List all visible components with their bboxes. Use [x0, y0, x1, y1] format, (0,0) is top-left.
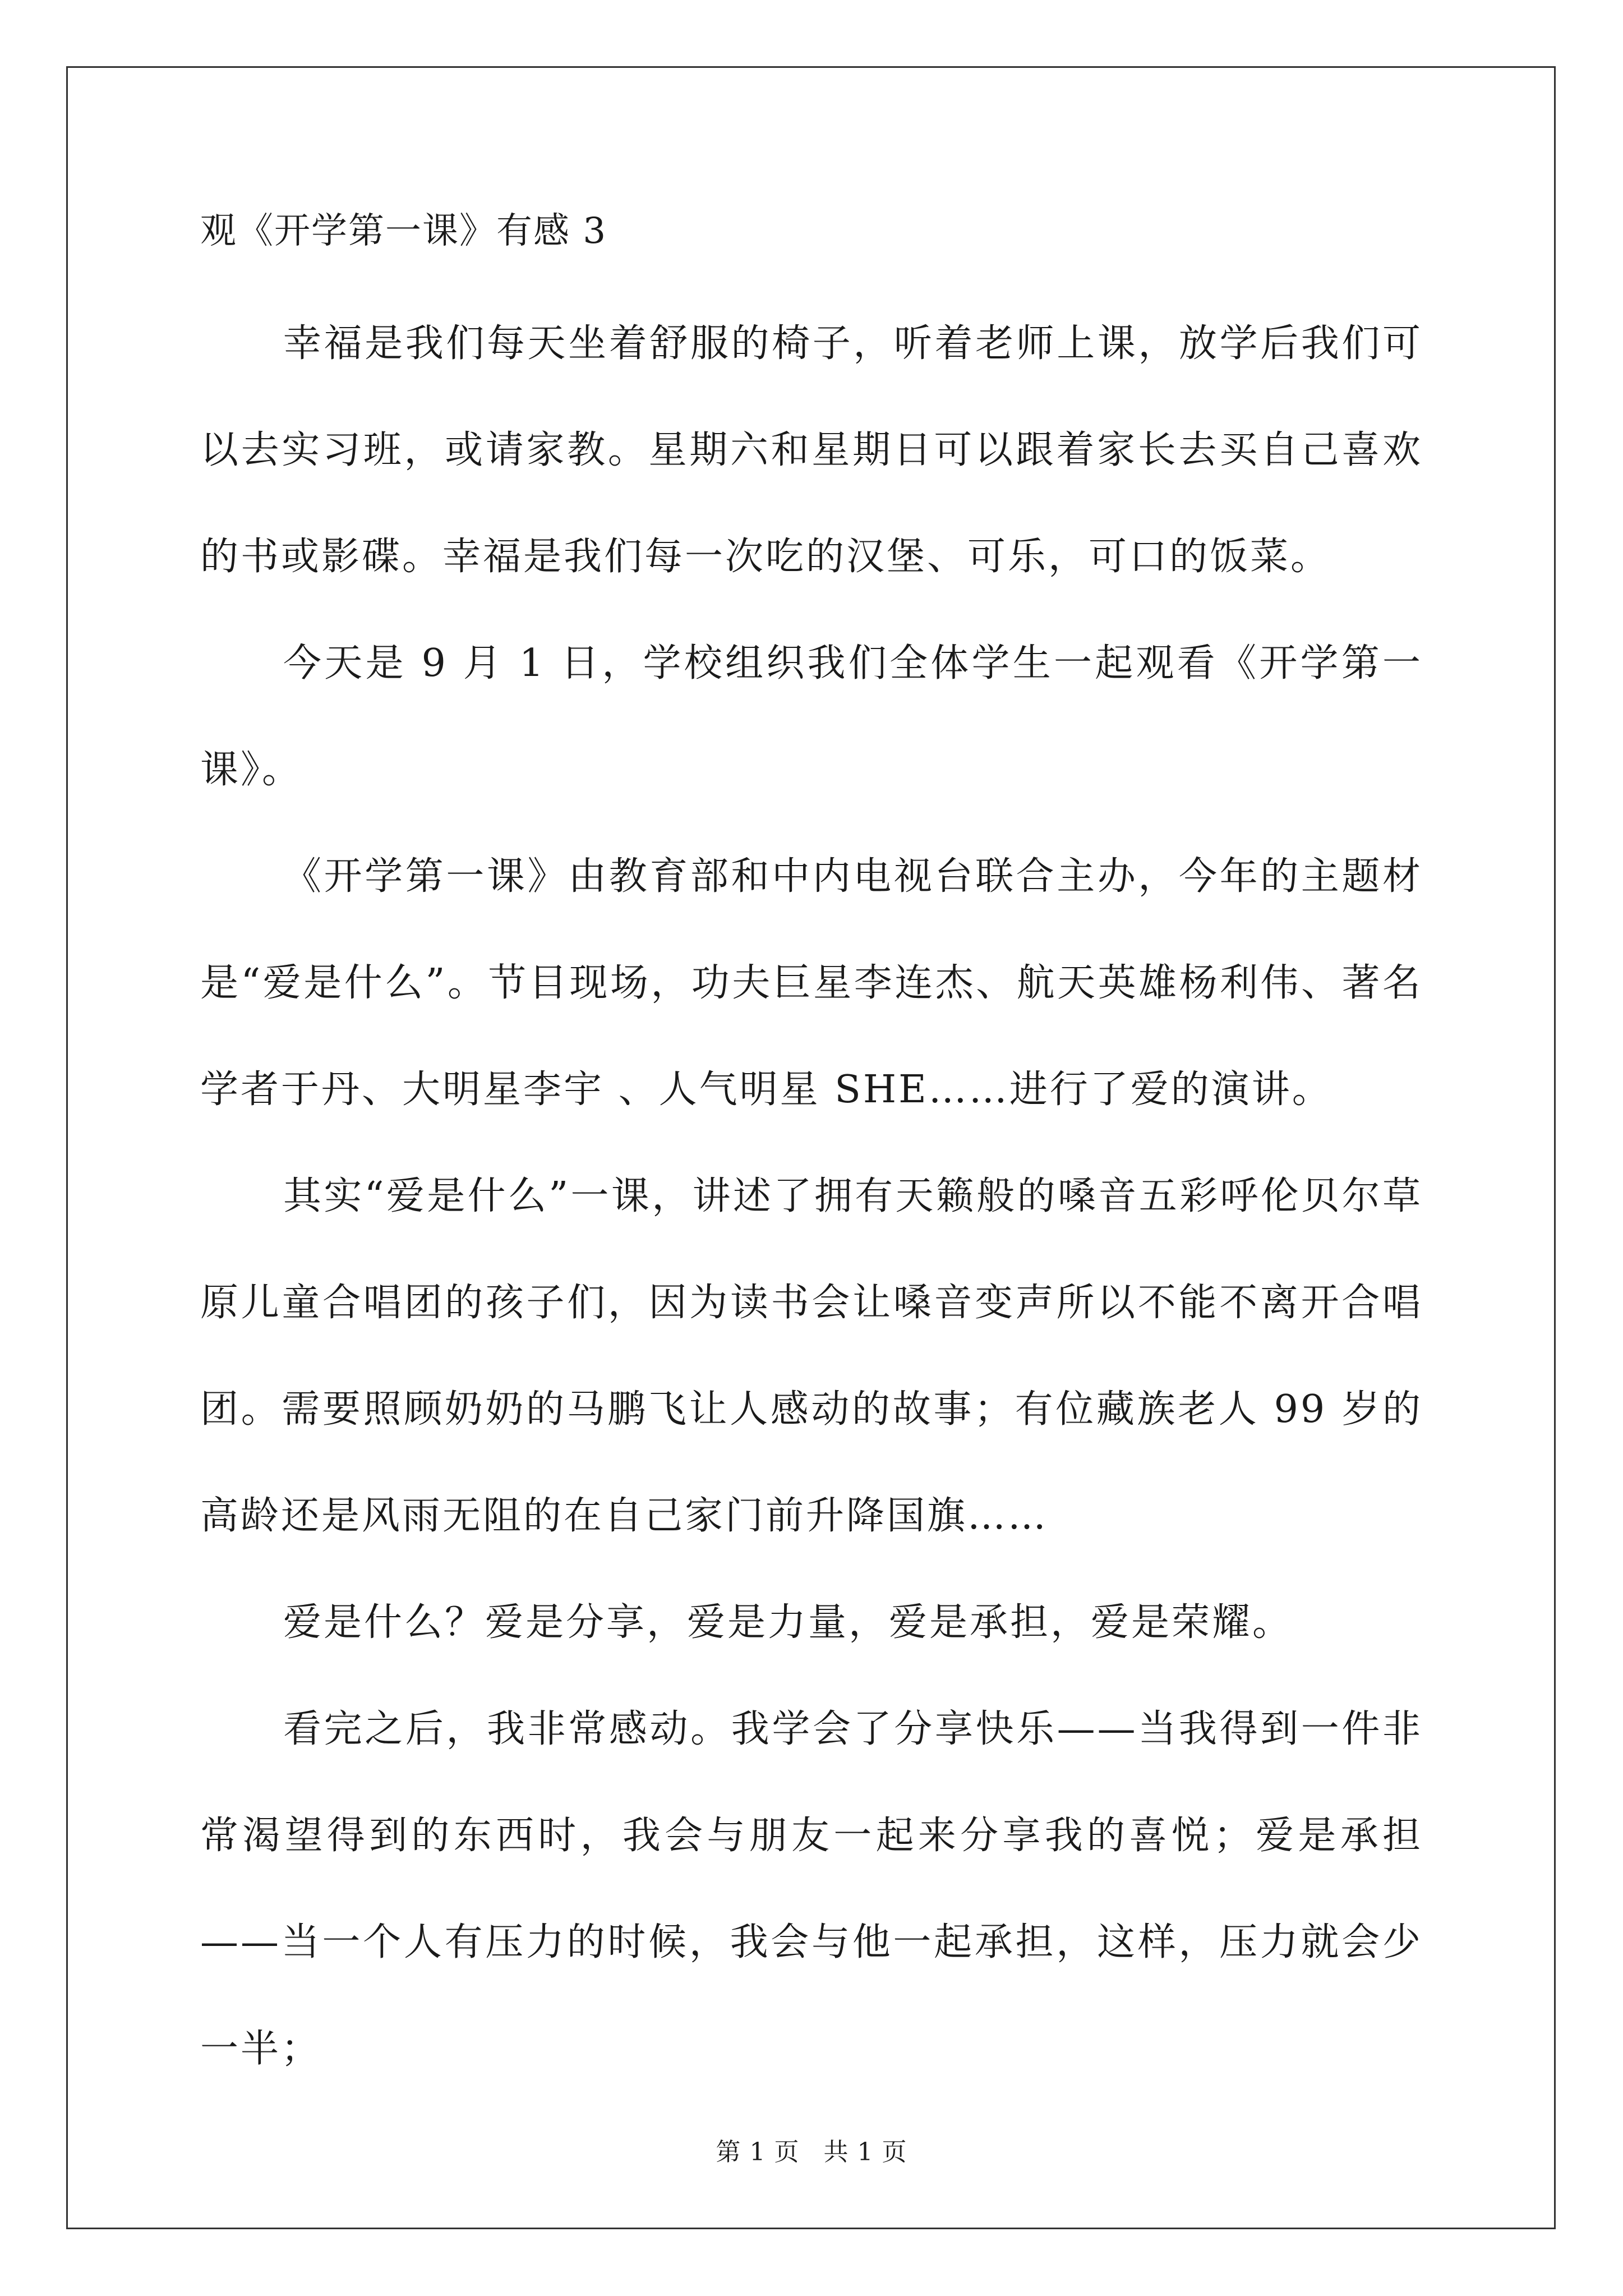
paragraph: 爱是什么？爱是分享，爱是力量，爱是承担，爱是荣耀。	[283, 1600, 1293, 1645]
paragraph: 看完之后，我非常感动。我学会了分享快乐——当我得到一件非常渴望得到的东西时，我会与朋友一起来分享我的喜悦；爱是承担——当一个人有压力的时候，我会与他一起承担，这样，压力就会少一半；	[200, 1707, 1423, 2071]
paragraph: 其实“爱是什么”一课，讲述了拥有天籁般的嗓音五彩呼伦贝尔草原儿童合唱团的孩子们，因为读书会让嗓音变声所以不能不离开合唱团。需要照顾奶奶的马鹏飞让人感动的故事；有位藏族老人 99 岁的高龄还是风雨无阻的在自己家门前升降国旗……	[200, 1174, 1423, 1538]
page-number: 第 1 页	[716, 2138, 800, 2166]
paragraph: 《开学第一课》由教育部和中内电视台联合主办，今年的主题材是“爱是什么”。节目现场，功夫巨星李连杰、航天英雄杨利伟、著名学者于丹、大明星李宇 、人气明星 SHE……进行了爱的演讲。	[200, 854, 1423, 1112]
paragraph-list	[200, 291, 1423, 2102]
paragraph: 今天是 9 月 1 日，学校组织我们全体学生一起观看《开学第一课》。	[200, 641, 1423, 792]
document-body	[200, 210, 1423, 2102]
document-title: 观《开学第一课》有感 3	[200, 210, 607, 252]
page-footer	[0, 2132, 1623, 2168]
paragraph: 幸福是我们每天坐着舒服的椅子，听着老师上课，放学后我们可以去实习班，或请家教。星期六和星期日可以跟着家长去买自己喜欢的书或影碟。幸福是我们每一次吃的汉堡、可乐，可口的饭菜。	[200, 321, 1423, 579]
page-total: 共 1 页	[823, 2138, 907, 2166]
